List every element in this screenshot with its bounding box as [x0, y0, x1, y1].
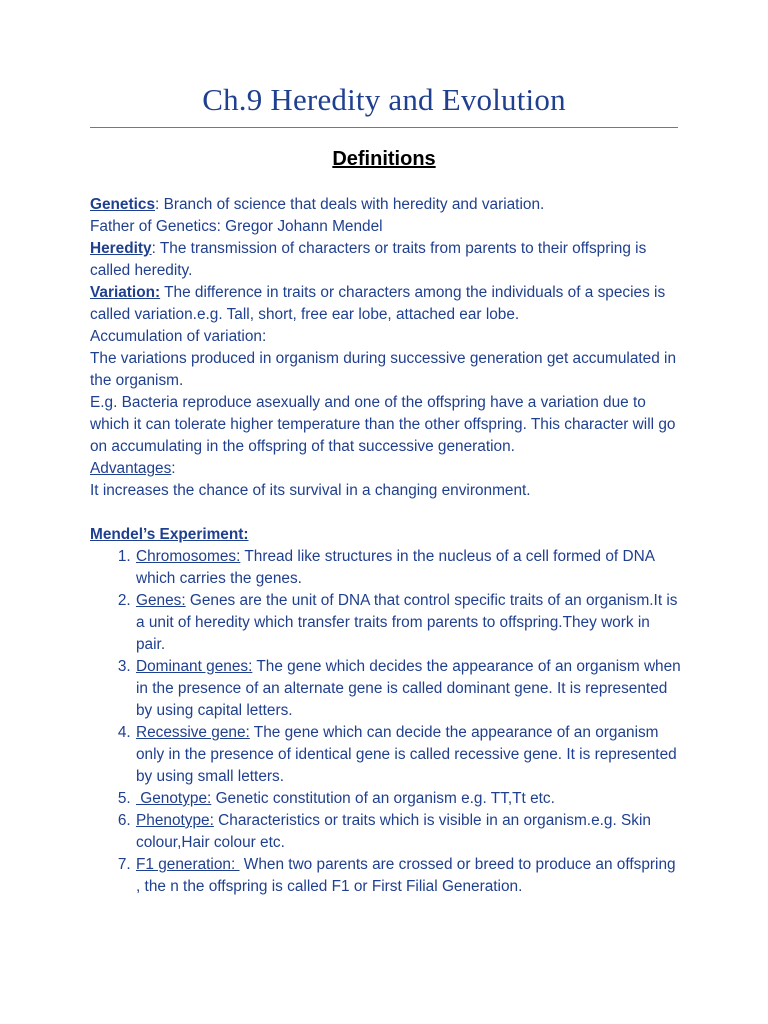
term-chromosomes: Chromosomes: — [136, 548, 241, 565]
definition-variation — [90, 282, 682, 326]
accumulation-text: The variations produced in organism during successive generation get accumulated in the organism. — [90, 350, 677, 389]
example-text: E.g. Bacteria reproduce asexually and one of the offspring have a variation due to which it can tolerate higher temperature than the other offspring. This character will go on accumulating in the offspring of that successive generation. — [90, 394, 676, 455]
definition-heredity — [90, 238, 682, 282]
term-f1-generation: F1 generation: — [136, 856, 240, 873]
term-genetics: Genetics — [90, 196, 156, 213]
term-genotype: Genotype: — [136, 790, 212, 807]
advantages-colon: : — [171, 460, 176, 477]
definition-genetics — [90, 194, 682, 216]
title-divider — [90, 127, 678, 128]
list-item — [135, 722, 682, 788]
definition-heredity-text: : The transmission of characters or traits from parents to their offspring is called heredity. — [90, 240, 647, 279]
list-item-text: When two parents are crossed or breed to produce an offspring , the n the offspring is called F1 or First Filial Generation. — [136, 856, 676, 895]
document-body — [90, 194, 682, 898]
list-item — [135, 656, 682, 722]
mendel-heading-text: Mendel’s Experiment: — [90, 526, 249, 543]
term-recessive-gene: Recessive gene: — [136, 724, 250, 741]
list-item — [135, 810, 682, 854]
list-item — [135, 590, 682, 656]
list-item — [135, 788, 682, 810]
section-heading-definitions: Definitions — [332, 148, 436, 170]
term-dominant-genes: Dominant genes: — [136, 658, 253, 675]
list-item — [135, 546, 682, 590]
spacer — [90, 502, 682, 524]
advantages-text: It increases the chance of its survival in a changing environment. — [90, 482, 531, 499]
term-heredity: Heredity — [90, 240, 152, 257]
father-of-genetics: Father of Genetics: Gregor Johann Mendel — [90, 218, 383, 235]
list-item — [135, 854, 682, 898]
definition-genetics-text: : Branch of science that deals with heredity and variation. — [155, 196, 545, 213]
list-item-text: The gene which decides the appearance of an organism when in the presence of an alternate gene is called dominant gene. It is represented by using capital letters. — [136, 658, 681, 719]
list-item-text: Genes are the unit of DNA that control specific traits of an organism.It is a unit of heredity which transfer traits from parents to offspring.They work in pair. — [136, 592, 678, 653]
term-genes: Genes: — [136, 592, 186, 609]
definition-variation-text: The difference in traits or characters among the individuals of a species is called variation.e.g. Tall, short, free ear lobe, attached ear lobe. — [90, 284, 666, 323]
list-item-text: Thread like structures in the nucleus of a cell formed of DNA which carries the genes. — [136, 548, 655, 587]
accumulation-heading: Accumulation of variation: — [90, 328, 267, 345]
advantages-line — [90, 458, 682, 480]
term-variation: Variation: — [90, 284, 161, 301]
term-phenotype: Phenotype: — [136, 812, 214, 829]
list-item-text: Genetic constitution of an organism e.g. TT,Tt etc. — [211, 790, 555, 807]
list-item-text: The gene which can decide the appearance of an organism only in the presence of identical gene is called recessive gene. It is represented by using small letters. — [136, 724, 677, 785]
mendel-list — [90, 546, 682, 898]
mendel-heading — [90, 524, 682, 546]
list-item-text: Characteristics or traits which is visible in an organism.e.g. Skin colour,Hair colour etc. — [136, 812, 651, 851]
term-advantages: Advantages — [90, 460, 172, 477]
page-title: Ch.9 Heredity and Evolution — [202, 82, 566, 117]
